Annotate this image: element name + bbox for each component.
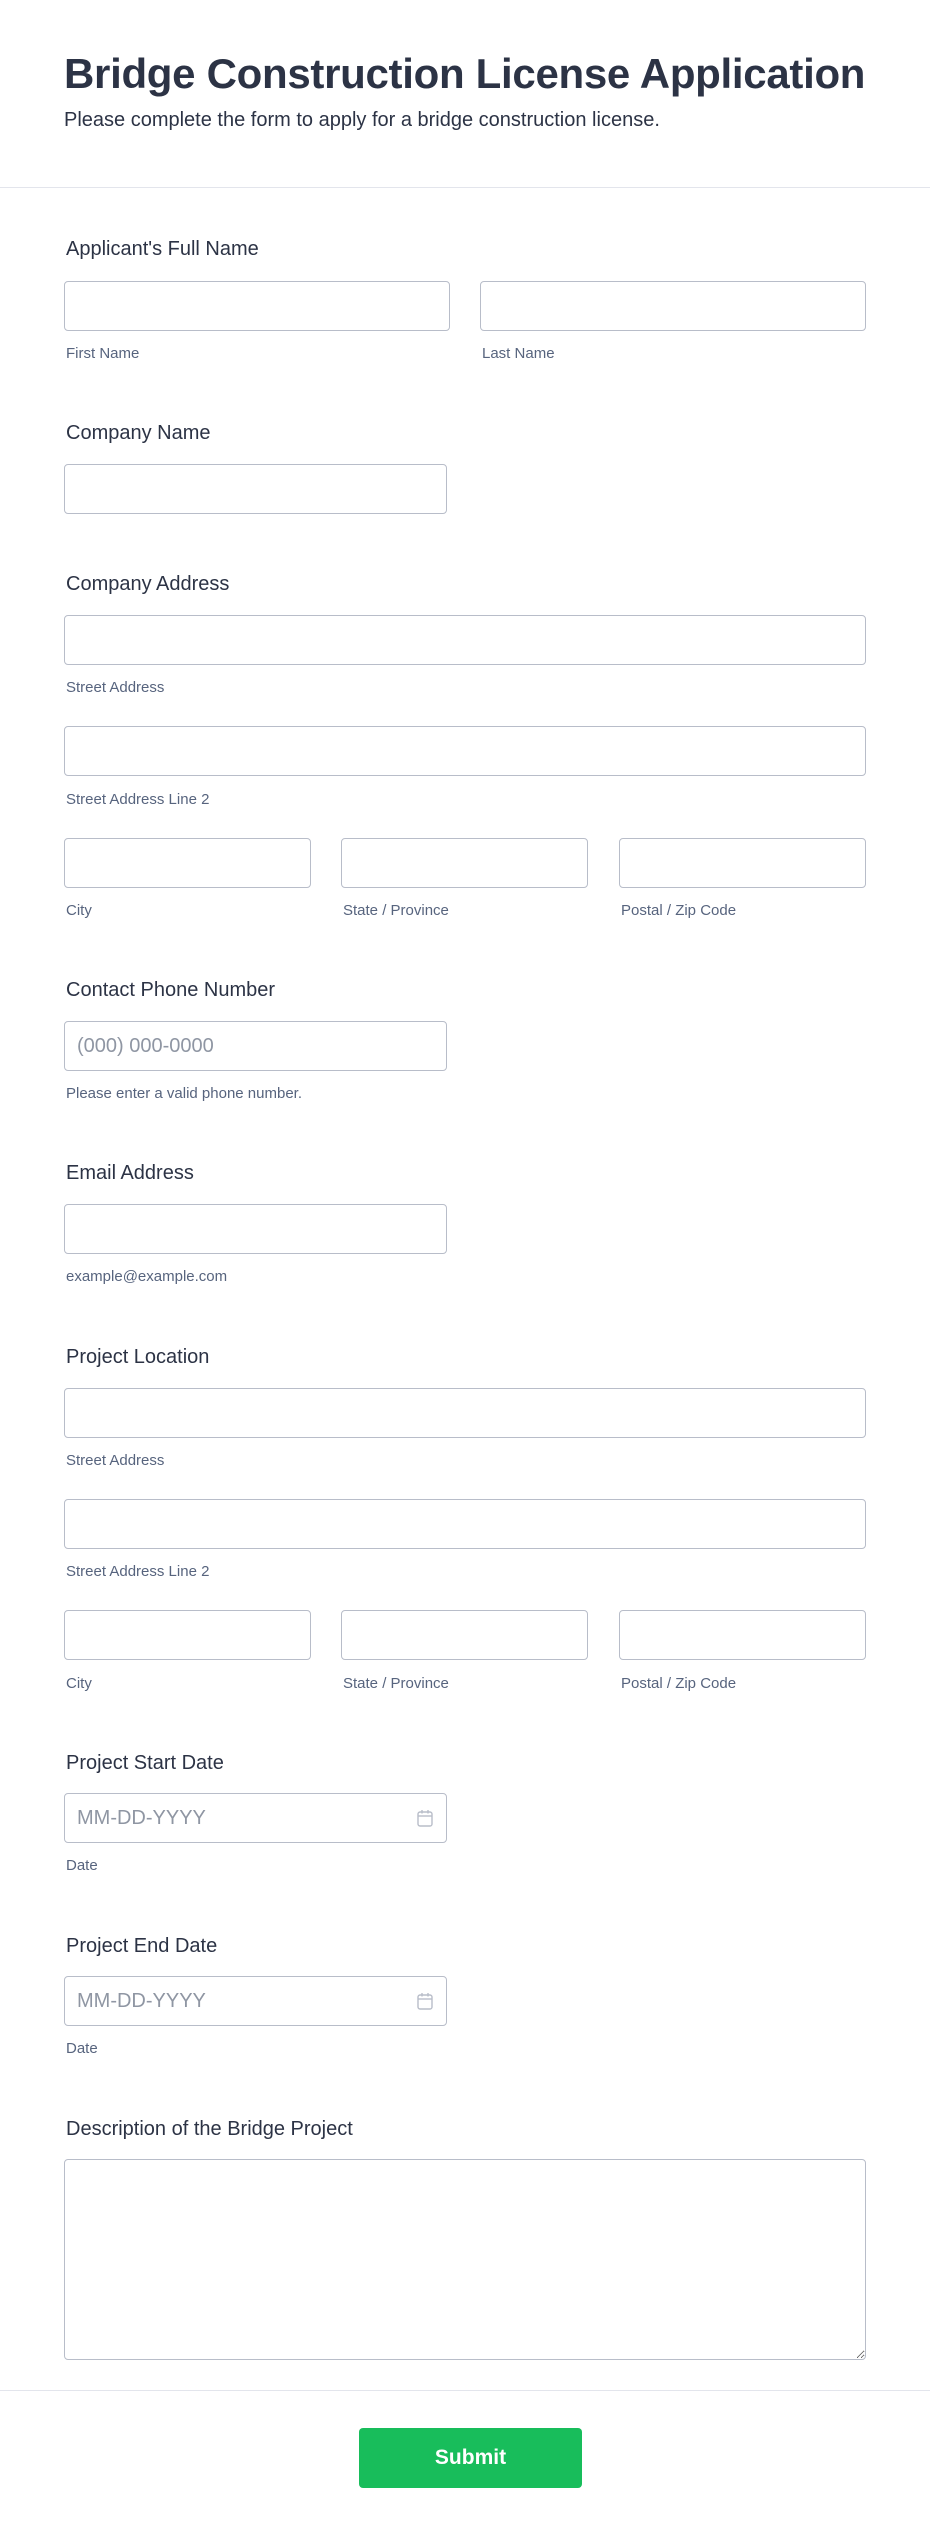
calendar-icon[interactable]: [417, 1809, 433, 1827]
end-date-input[interactable]: [64, 1976, 447, 2026]
form-header: [0, 0, 930, 188]
first-name-input[interactable]: [64, 281, 450, 331]
email-label: Email Address: [66, 1162, 194, 1184]
project-street-sublabel: Street Address: [66, 1452, 165, 1469]
project-city-sublabel: City: [66, 1675, 92, 1692]
applicant-name-label: Applicant's Full Name: [66, 238, 259, 260]
company-name-input[interactable]: [64, 464, 447, 514]
start-date-field: [64, 1793, 447, 1843]
company-street-sublabel: Street Address: [66, 679, 165, 696]
company-city-input[interactable]: [64, 838, 311, 888]
calendar-icon[interactable]: [417, 1992, 433, 2010]
company-zip-input[interactable]: [619, 838, 866, 888]
company-street-input[interactable]: [64, 615, 866, 665]
submit-button[interactable]: Submit: [359, 2428, 582, 2488]
description-textarea[interactable]: [64, 2159, 866, 2360]
start-date-input[interactable]: [64, 1793, 447, 1843]
project-state-input[interactable]: [341, 1610, 588, 1660]
company-city-sublabel: City: [66, 902, 92, 919]
project-state-sublabel: State / Province: [343, 1675, 449, 1692]
project-street-input[interactable]: [64, 1388, 866, 1438]
company-name-label: Company Name: [66, 422, 211, 444]
company-state-input[interactable]: [341, 838, 588, 888]
email-hint: example@example.com: [66, 1268, 228, 1285]
last-name-input[interactable]: [480, 281, 866, 331]
start-date-sublabel: Date: [66, 1857, 98, 1874]
last-name-sublabel: Last Name: [482, 345, 555, 362]
first-name-sublabel: First Name: [66, 345, 140, 362]
company-street2-input[interactable]: [64, 726, 866, 776]
company-zip-sublabel: Postal / Zip Code: [621, 902, 737, 919]
end-date-field: [64, 1976, 447, 2026]
phone-input[interactable]: [64, 1021, 447, 1071]
phone-hint: Please enter a valid phone number.: [66, 1085, 302, 1102]
project-street2-sublabel: Street Address Line 2: [66, 1563, 210, 1580]
company-address-label: Company Address: [66, 573, 230, 595]
project-zip-sublabel: Postal / Zip Code: [621, 1675, 737, 1692]
company-street2-sublabel: Street Address Line 2: [66, 791, 210, 808]
phone-label: Contact Phone Number: [66, 979, 276, 1001]
company-state-sublabel: State / Province: [343, 902, 449, 919]
email-input[interactable]: [64, 1204, 447, 1254]
start-date-label: Project Start Date: [66, 1752, 224, 1774]
end-date-label: Project End Date: [66, 1935, 218, 1957]
project-zip-input[interactable]: [619, 1610, 866, 1660]
description-label: Description of the Bridge Project: [66, 2118, 353, 2140]
form-subtitle: Please complete the form to apply for a bridge construction license.: [64, 109, 660, 131]
end-date-sublabel: Date: [66, 2040, 98, 2057]
form-title: Bridge Construction License Application: [64, 50, 866, 97]
project-city-input[interactable]: [64, 1610, 311, 1660]
project-street2-input[interactable]: [64, 1499, 866, 1549]
project-location-label: Project Location: [66, 1346, 210, 1368]
